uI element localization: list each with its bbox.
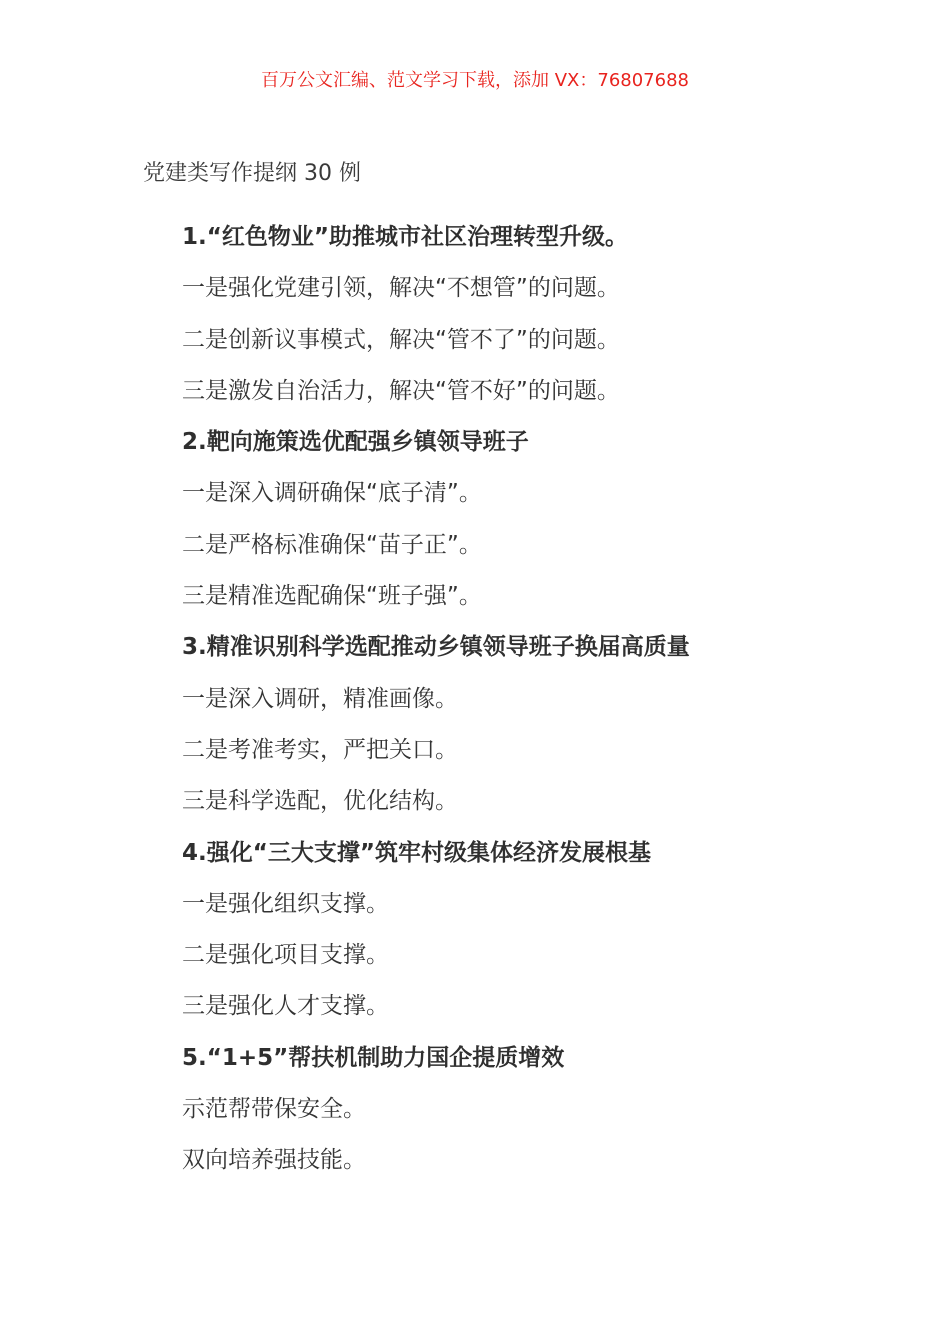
section-point: 二是强化项目支撑。 [182, 942, 389, 969]
section-point: 双向培养强技能。 [182, 1147, 366, 1174]
section-point: 二是严格标准确保“苗子正”。 [182, 531, 482, 558]
section-heading: 1.“红色物业”助推城市社区治理转型升级。 [182, 224, 628, 250]
section-point: 三是强化人才支撑。 [182, 993, 389, 1020]
section-heading: 2.靶向施策选优配强乡镇领导班子 [182, 429, 529, 456]
section-point: 一是深入调研确保“底子清”。 [182, 480, 482, 507]
section-heading: 5.“1+5”帮扶机制助力国企提质增效 [182, 1044, 565, 1071]
section-point: 一是深入调研，精准画像。 [182, 685, 458, 712]
section-heading: 4.强化“三大支撑”筑牢村级集体经济发展根基 [182, 839, 651, 866]
section-point: 二是创新议事模式，解决“管不了”的问题。 [182, 326, 620, 353]
outline-list [182, 215, 902, 1190]
section-point: 一是强化组织支撑。 [182, 890, 389, 917]
section-heading: 3.精准识别科学选配推动乡镇领导班子换届高质量 [182, 634, 690, 661]
section-point: 二是考准考实，严把关口。 [182, 736, 458, 763]
header-watermark-note: 百万公文汇编、范文学习下载，添加 VX：76807688 [261, 70, 689, 91]
section-point: 示范帮带保安全。 [182, 1096, 366, 1123]
document-title: 党建类写作提纲 30 例 [143, 161, 361, 186]
section-point: 一是强化党建引领，解决“不想管”的问题。 [182, 275, 620, 302]
section-point: 三是精准选配确保“班子强”。 [182, 583, 482, 610]
section-point: 三是激发自治活力，解决“管不好”的问题。 [182, 377, 620, 404]
section-point: 三是科学选配，优化结构。 [182, 788, 458, 815]
